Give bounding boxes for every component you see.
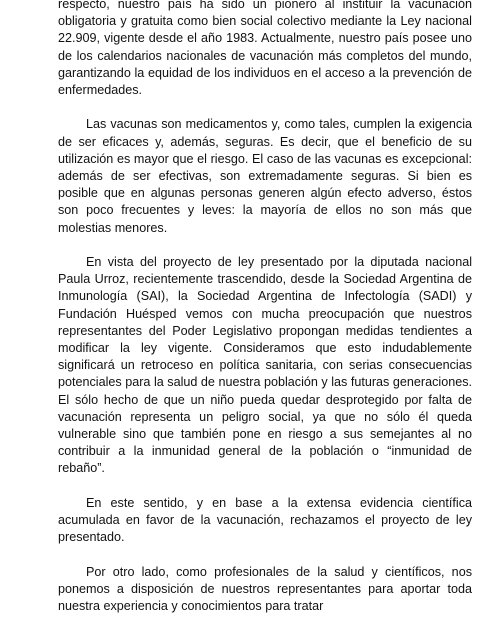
- paragraph-rejection: En este sentido, y en base a la extensa evidencia científica acumulada en favor de la vacunación, rechazamos el proyecto de ley presentado.: [58, 495, 472, 545]
- paragraph-vaccination-law: respecto, nuestro país ha sido un pionero al instituir la vacunación obligatoria y gratuita como bien social colectivo mediante la Ley nacional 22.909, vigente desde el año 1983. Actualmente, nuestro país posee uno de los calendarios nacionales de vacunación más completos del mundo, garantizando la equidad de los individuos en el acceso a la prevención de enfermedades.: [58, 0, 472, 98]
- paragraph-vaccine-safety: Las vacunas son medicamentos y, como tales, cumplen la exigencia de ser eficaces y, además, seguras. Es decir, que el beneficio de su utilización es mayor que el riesgo. El caso de las vacunas es excepcional: además de ser efectivas, son extremadamente seguras. Si bien es posible que en algunas personas generen algún efecto adverso, éstos son poco frecuentes y leves: la mayoría de ellos no son más que molestias menores.: [58, 117, 472, 235]
- paragraph-offer-support: Por otro lado, como profesionales de la salud y científicos, nos ponemos a disposición de nuestros representantes para aportar toda nuestra experiencia y conocimientos para tratar: [58, 564, 472, 614]
- paragraph-bill-concern: En vista del proyecto de ley presentado por la diputada nacional Paula Urroz, recientemente trascendido, desde la Sociedad Argentina de Inmunología (SAI), la Sociedad Argentina de Infectología (SADI) y Fundación Huésped vemos con mucha preocupación que nuestros representantes del Poder Legislativo propongan medidas tendientes a modificar la ley vigente. Consideramos que esto indudablemente significará un retroceso en política sanitaria, con serias consecuencias potenciales para la salud de nuestra población y las futuras generaciones. El sólo hecho de que un niño pueda quedar desprotegido por falta de vacunación representa un peligro social, ya que no sólo él queda vulnerable sino que también pone en riesgo a sus semejantes al no contribuir a la inmunidad general de la población o “inmunidad de rebaño”.: [58, 255, 472, 476]
- document-body: [58, 0, 472, 632]
